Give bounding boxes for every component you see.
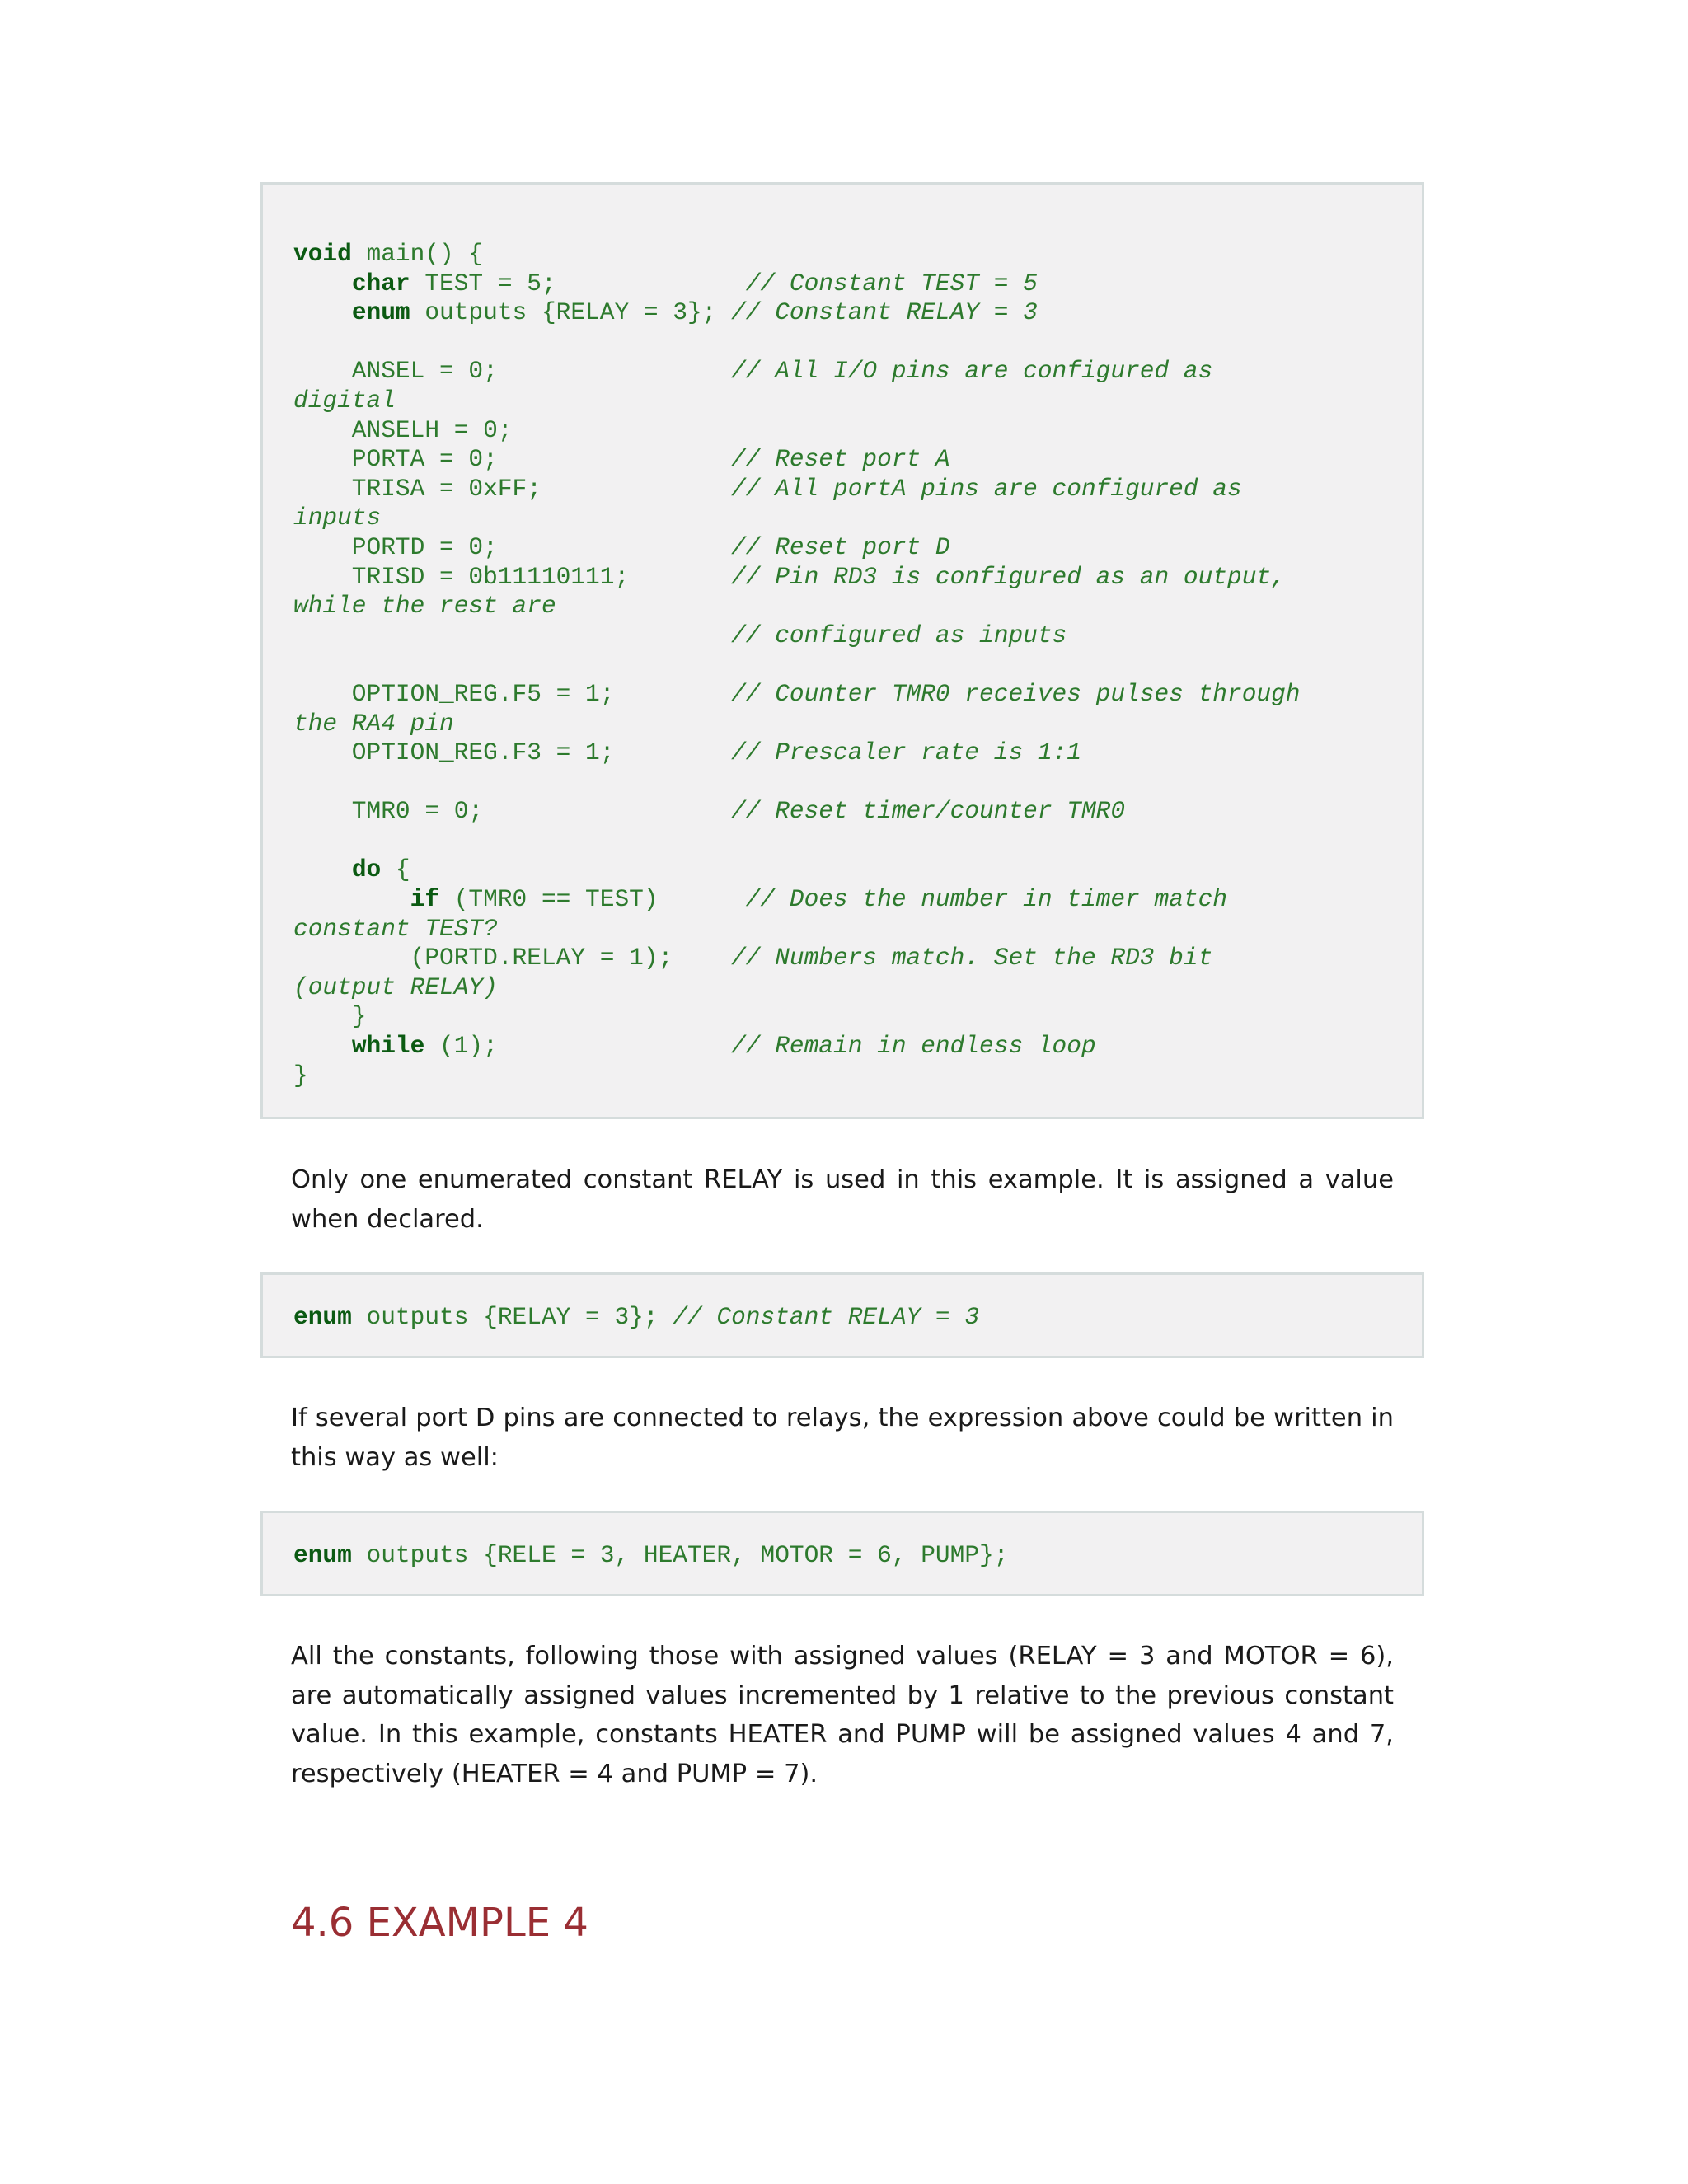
code-block-enum-outputs [260, 1511, 1424, 1596]
code-comment: // Reset port D [731, 532, 950, 561]
code-line [293, 1032, 1096, 1060]
code-text [293, 1032, 352, 1060]
code-comment: // Does the number in timer match [745, 885, 1227, 914]
code-text: TRISD = 0b11110111; [293, 562, 732, 591]
code-keyword: if [410, 885, 440, 914]
code-line [293, 592, 556, 620]
code-block-main-program [260, 182, 1424, 1119]
code-text: { [381, 855, 410, 884]
code-comment: // Remain in endless loop [731, 1032, 1096, 1061]
code-text: OPTION_REG.F5 = 1; [293, 679, 732, 708]
code-keyword: while [351, 1032, 425, 1061]
paragraph-auto-increment: All the constants, following those with assigned values (RELAY = 3 and MOTOR = 6), are automatically assigned values incremented by 1 relative to the previous constant value. In this example, constants HEATER and PUMP will be assigned values 4 and 7, respectively (HEATER = 4 and PUMP = 7). [291, 1642, 1394, 1788]
code-line [293, 1062, 308, 1090]
code-comment: // Constant RELAY = 3 [731, 298, 1038, 327]
code-line [293, 973, 498, 1001]
code-comment: // Constant RELAY = 3 [673, 1303, 980, 1331]
code-text: (PORTD.RELAY = 1); [293, 944, 732, 972]
code-text: outputs {RELE = 3, HEATER, MOTOR = 6, PUMP}; [351, 1541, 1009, 1569]
code-comment: // Reset timer/counter TMR0 [731, 797, 1126, 826]
code-text: main() { [351, 240, 484, 268]
code-keyword: char [351, 269, 410, 298]
code-text: PORTD = 0; [293, 532, 732, 561]
code-comment: digital [293, 386, 396, 415]
code-text: ANSEL = 0; [293, 357, 732, 386]
code-text: outputs {RELAY = 3}; [351, 1303, 673, 1331]
code-line [293, 269, 1038, 298]
code-comment: // Constant TEST = 5 [745, 269, 1038, 298]
code-comment: while the rest are [293, 592, 556, 621]
code-line [293, 680, 1301, 708]
code-keyword: void [293, 240, 352, 268]
code-line [293, 240, 483, 268]
code-listing [293, 1303, 979, 1333]
code-line [293, 357, 1212, 385]
code-line [293, 445, 950, 473]
code-line [293, 1541, 1008, 1569]
code-comment: inputs [293, 504, 382, 532]
code-text [293, 298, 352, 326]
code-line [293, 533, 950, 561]
code-text: } [293, 1061, 308, 1090]
code-listing [293, 1541, 1008, 1571]
code-line [293, 298, 1038, 326]
code-text: outputs {RELAY = 3}; [410, 298, 732, 327]
code-comment: // Reset port A [731, 445, 950, 474]
code-keyword: do [351, 855, 382, 884]
code-line [293, 416, 513, 444]
code-text: TRISA = 0xFF; [293, 474, 732, 503]
code-line [293, 504, 381, 532]
code-line [293, 475, 1242, 503]
code-text: (1); [424, 1032, 732, 1061]
code-line [293, 710, 454, 738]
code-line [293, 797, 1125, 825]
code-comment: // Prescaler rate is 1:1 [731, 738, 1081, 767]
paragraph-enum-relay: Only one enumerated constant RELAY is used in this example. It is assigned a value when declared. [291, 1165, 1394, 1234]
code-comment: // Pin RD3 is configured as an output, [731, 562, 1286, 591]
code-line [293, 621, 1067, 649]
code-comment: the RA4 pin [293, 709, 454, 738]
code-line [293, 885, 1227, 913]
code-text: (TMR0 == TEST) [439, 885, 746, 914]
code-comment: // All portA pins are configured as [731, 474, 1242, 503]
code-line [293, 944, 1212, 972]
code-comment: // configured as inputs [731, 621, 1067, 649]
code-line [293, 387, 396, 415]
code-text [293, 621, 731, 649]
paragraph-several-relays: If several port D pins are connected to relays, the expression above could be written in this way as well: [291, 1404, 1394, 1472]
code-text: TEST = 5; [410, 269, 746, 298]
code-comment: constant TEST? [293, 914, 498, 943]
code-text [293, 885, 410, 913]
section-heading: 4.6 EXAMPLE 4 [291, 1900, 588, 1946]
code-block-enum-relay [260, 1272, 1424, 1358]
code-line [293, 1303, 979, 1331]
code-keyword: enum [351, 298, 410, 327]
code-text: OPTION_REG.F3 = 1; [293, 738, 732, 767]
code-comment: // All I/O pins are configured as [731, 357, 1213, 386]
code-text: PORTA = 0; [293, 445, 732, 474]
code-keyword: enum [293, 1303, 352, 1331]
code-comment: // Numbers match. Set the RD3 bit [731, 944, 1213, 972]
code-line [293, 563, 1286, 591]
code-listing [293, 240, 1301, 1090]
code-comment: (output RELAY) [293, 972, 498, 1001]
code-line [293, 915, 498, 943]
code-text: TMR0 = 0; [293, 797, 732, 826]
code-text [293, 855, 352, 883]
code-line [293, 1002, 367, 1030]
code-line [293, 738, 1081, 766]
code-text: } [293, 1002, 367, 1031]
code-comment: // Counter TMR0 receives pulses through [731, 679, 1301, 708]
code-text [293, 269, 352, 298]
code-keyword: enum [293, 1541, 352, 1569]
code-line [293, 855, 410, 883]
code-text: ANSELH = 0; [293, 415, 513, 444]
